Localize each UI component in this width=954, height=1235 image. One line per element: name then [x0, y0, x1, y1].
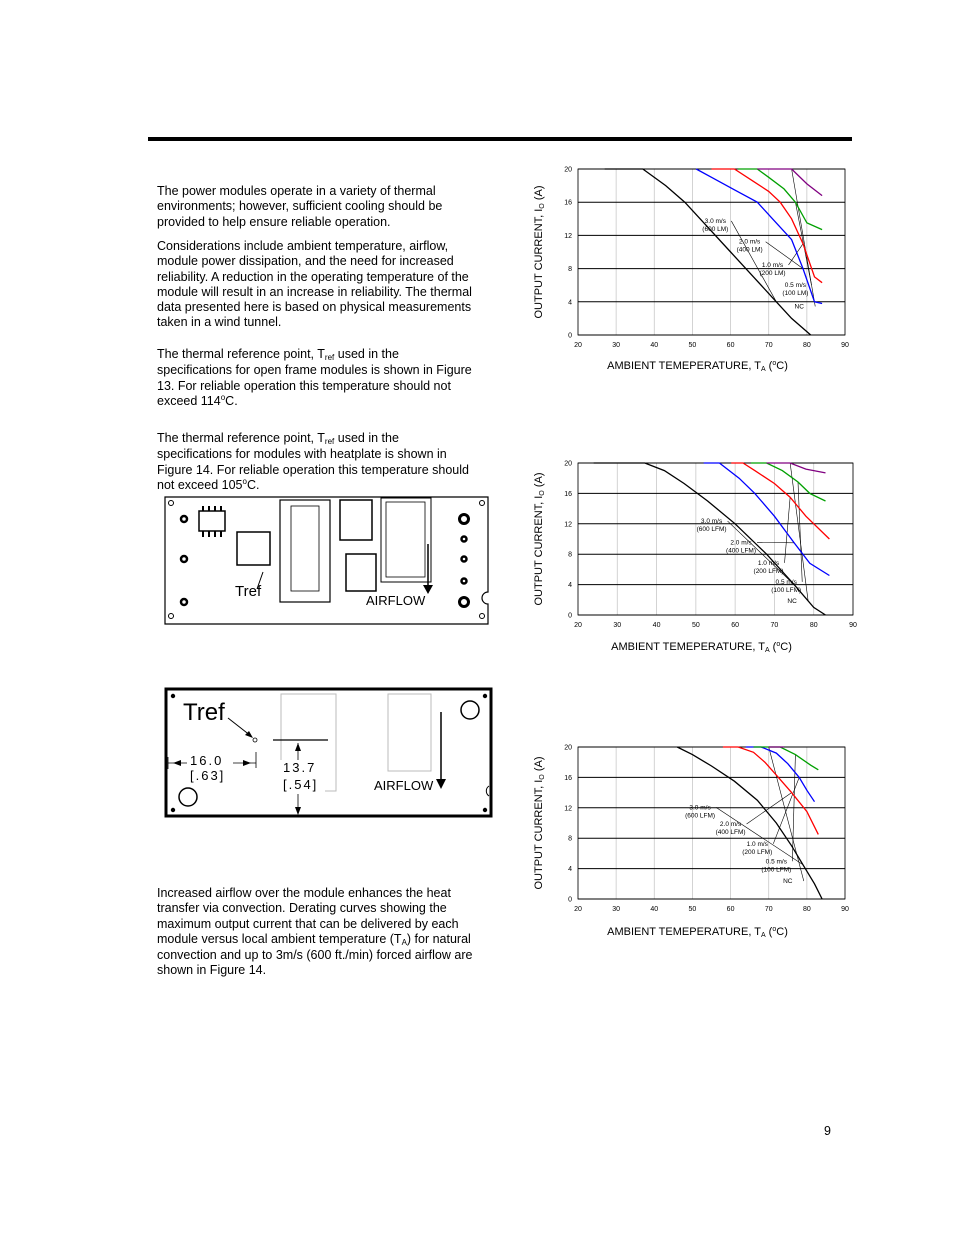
- magnetic-core-inner: [291, 506, 319, 591]
- x-tick-label: 30: [612, 342, 621, 349]
- plot-frame: [578, 463, 853, 615]
- curve-annotation: (400 LFM): [726, 547, 757, 555]
- paragraph-considerations: Considerations include ambient temperature, airflow, module power dissipation, and the need for increased reliability. A reduction in the operating temperature of the module will result in an increase in reliability. The thermal data presented here is based on physical measurements taken in a wind tunnel.: [157, 239, 472, 330]
- curve-annotation: (100 LFM): [761, 866, 792, 874]
- series-line: [677, 747, 822, 899]
- tref-label: Tref: [183, 699, 225, 726]
- mosfet-bottom: [346, 554, 376, 591]
- x-tick-label: 30: [613, 622, 622, 629]
- y-tick-label: 20: [564, 744, 572, 752]
- header-rule: [148, 137, 852, 141]
- y-axis-label: OUTPUT CURRENT, IO (A): [533, 756, 546, 890]
- mosfet-top: [340, 500, 372, 540]
- corner-dot: [483, 694, 487, 698]
- x-tick-label: 80: [802, 906, 811, 913]
- curve-annotation: 3.0 m/s: [689, 804, 711, 812]
- x-tick-label: 70: [764, 342, 773, 349]
- v-dimension-value: 13.7: [283, 760, 317, 775]
- y-tick-label: 4: [568, 582, 572, 590]
- curve-annotation: 3.0 m/s: [704, 217, 726, 225]
- curve-annotation: (200 LFM): [753, 567, 784, 575]
- plot-frame: [578, 747, 845, 899]
- x-axis-label: AMBIENT TEMEPERATURE, TA ($^o$C): [611, 641, 792, 654]
- x-tick-label: 90: [841, 342, 849, 349]
- tref-component: [237, 532, 270, 565]
- series-line: [731, 463, 829, 539]
- y-tick-label: 8: [568, 551, 572, 559]
- ic-chip: [199, 511, 225, 531]
- x-tick-label: 70: [764, 906, 773, 913]
- tref-label: Tref: [235, 583, 262, 600]
- y-tick-label: 4: [568, 866, 572, 874]
- paragraph-thermal-intro: The power modules operate in a variety of thermal environments; however, sufficient cooling should be provided to help ensure reliable operation.: [157, 184, 443, 229]
- airflow-label: AIRFLOW: [366, 593, 426, 608]
- curve-annotation: 2.0 m/s: [730, 539, 752, 547]
- y-axis-label: OUTPUT CURRENT, IO (A): [533, 185, 546, 319]
- curve-annotation: (200 LFM): [742, 848, 773, 856]
- paragraph-tref-open-frame: The thermal reference point, $T_{ref}$ used in the specifications for open frame modules is shown in Figure 13. For reliable operation this temperature should not exceed 114$^o$C.: [157, 347, 472, 408]
- h-dimension-value: 16.0: [190, 753, 224, 768]
- x-axis-label: AMBIENT TEMEPERATURE, TA ($^o$C): [607, 926, 788, 939]
- y-tick-label: 0: [568, 896, 572, 904]
- heatplate-module-diagram: [163, 686, 496, 818]
- x-tick-label: 50: [688, 342, 697, 349]
- curve-annotation: 0.5 m/s: [765, 858, 787, 866]
- y-tick-label: 0: [568, 612, 572, 620]
- x-tick-label: 50: [688, 906, 697, 913]
- x-tick-label: 20: [574, 622, 582, 629]
- h-dimension-value-inch: [.63]: [190, 768, 226, 783]
- series-line: [757, 169, 822, 196]
- y-tick-label: 8: [568, 835, 572, 843]
- curve-annotation: 2.0 m/s: [719, 821, 742, 829]
- curve-annotation: 0.5 m/s: [775, 578, 797, 586]
- paragraph-airflow: Increased airflow over the module enhances the heat transfer via convection. Derating curves showing the maximum output current that can be delivered by each module versus local ambient temperature $(T_A)$ for natural convection and up to 3m/s (600 ft./min) forced airflow are shown in Figure 14.: [157, 886, 473, 978]
- y-tick-label: 4: [568, 299, 572, 307]
- curve-annotation: (100 LFM): [771, 586, 802, 594]
- y-tick-label: 16: [564, 490, 572, 498]
- curve-annotation: (600 LFM): [696, 526, 727, 534]
- x-tick-label: 60: [726, 342, 735, 349]
- x-axis-label: AMBIENT TEMEPERATURE, TA ($^o$C): [607, 360, 788, 373]
- x-tick-label: 30: [612, 906, 621, 913]
- curve-annotation: (400 LFM): [715, 829, 746, 837]
- annotation-leader: [798, 482, 802, 582]
- x-tick-label: 20: [574, 906, 582, 913]
- curve-annotation: (100 LM): [782, 289, 809, 297]
- paragraph-tref-heatplate: The thermal reference point, $T_{ref}$ used in the specifications for modules with heatplate is shown in Figure 14. For reliable operation this temperature should not exceed 105$^o$C.: [157, 431, 469, 492]
- y-tick-label: 12: [564, 521, 572, 529]
- y-tick-label: 20: [564, 460, 572, 468]
- x-tick-label: 80: [809, 622, 818, 629]
- curve-annotation: 1.0 m/s: [761, 261, 784, 269]
- corner-dot: [171, 808, 175, 812]
- y-axis-label: OUTPUT CURRENT, IO (A): [533, 472, 546, 606]
- y-tick-label: 8: [568, 266, 572, 274]
- curve-annotation: 1.0 m/s: [746, 840, 768, 848]
- x-tick-label: 80: [802, 342, 811, 349]
- x-tick-label: 90: [849, 622, 857, 629]
- curve-annotation: NC: [783, 878, 793, 886]
- corner-dot: [483, 808, 487, 812]
- x-tick-label: 60: [731, 622, 740, 629]
- tref-point: [253, 738, 257, 742]
- y-tick-label: 16: [564, 774, 572, 782]
- output-inductor-inner: [386, 502, 425, 577]
- curve-annotation: NC: [794, 303, 804, 311]
- curve-annotation: 1.0 m/s: [757, 559, 780, 567]
- x-tick-label: 40: [650, 906, 659, 913]
- annotation-leader: [716, 807, 803, 864]
- y-tick-label: 16: [564, 199, 572, 207]
- derating-chart-heatplate: [530, 452, 865, 657]
- y-tick-label: 12: [564, 232, 572, 240]
- curve-annotation: (400 LM): [736, 246, 763, 254]
- curve-annotation: (200 LM): [759, 269, 786, 277]
- x-tick-label: 60: [726, 906, 735, 913]
- derating-chart-heatplate-alt: [530, 740, 860, 940]
- curve-annotation: (600 LFM): [685, 812, 716, 820]
- curve-annotation: 3.0 m/s: [700, 518, 723, 526]
- curve-annotation: 0.5 m/s: [784, 281, 807, 289]
- curve-annotation: (600 LM): [702, 225, 729, 233]
- x-tick-label: 20: [574, 342, 582, 349]
- curve-annotation: 2.0 m/s: [738, 238, 761, 246]
- x-tick-label: 40: [650, 342, 659, 349]
- series-line: [754, 747, 819, 770]
- x-tick-label: 50: [691, 622, 700, 629]
- x-tick-label: 40: [652, 622, 661, 629]
- open-frame-module-diagram: [160, 494, 495, 630]
- y-tick-label: 0: [568, 332, 572, 340]
- derating-chart-open-frame: [530, 160, 860, 375]
- y-tick-label: 12: [564, 805, 572, 813]
- page-number: 9: [824, 1124, 831, 1138]
- airflow-label: AIRFLOW: [374, 778, 434, 793]
- x-tick-label: 70: [770, 622, 779, 629]
- y-tick-label: 20: [564, 166, 572, 174]
- curve-annotation: NC: [787, 597, 797, 605]
- x-tick-label: 90: [841, 906, 849, 913]
- corner-dot: [171, 694, 175, 698]
- v-dimension-value-inch: [.54]: [283, 777, 319, 792]
